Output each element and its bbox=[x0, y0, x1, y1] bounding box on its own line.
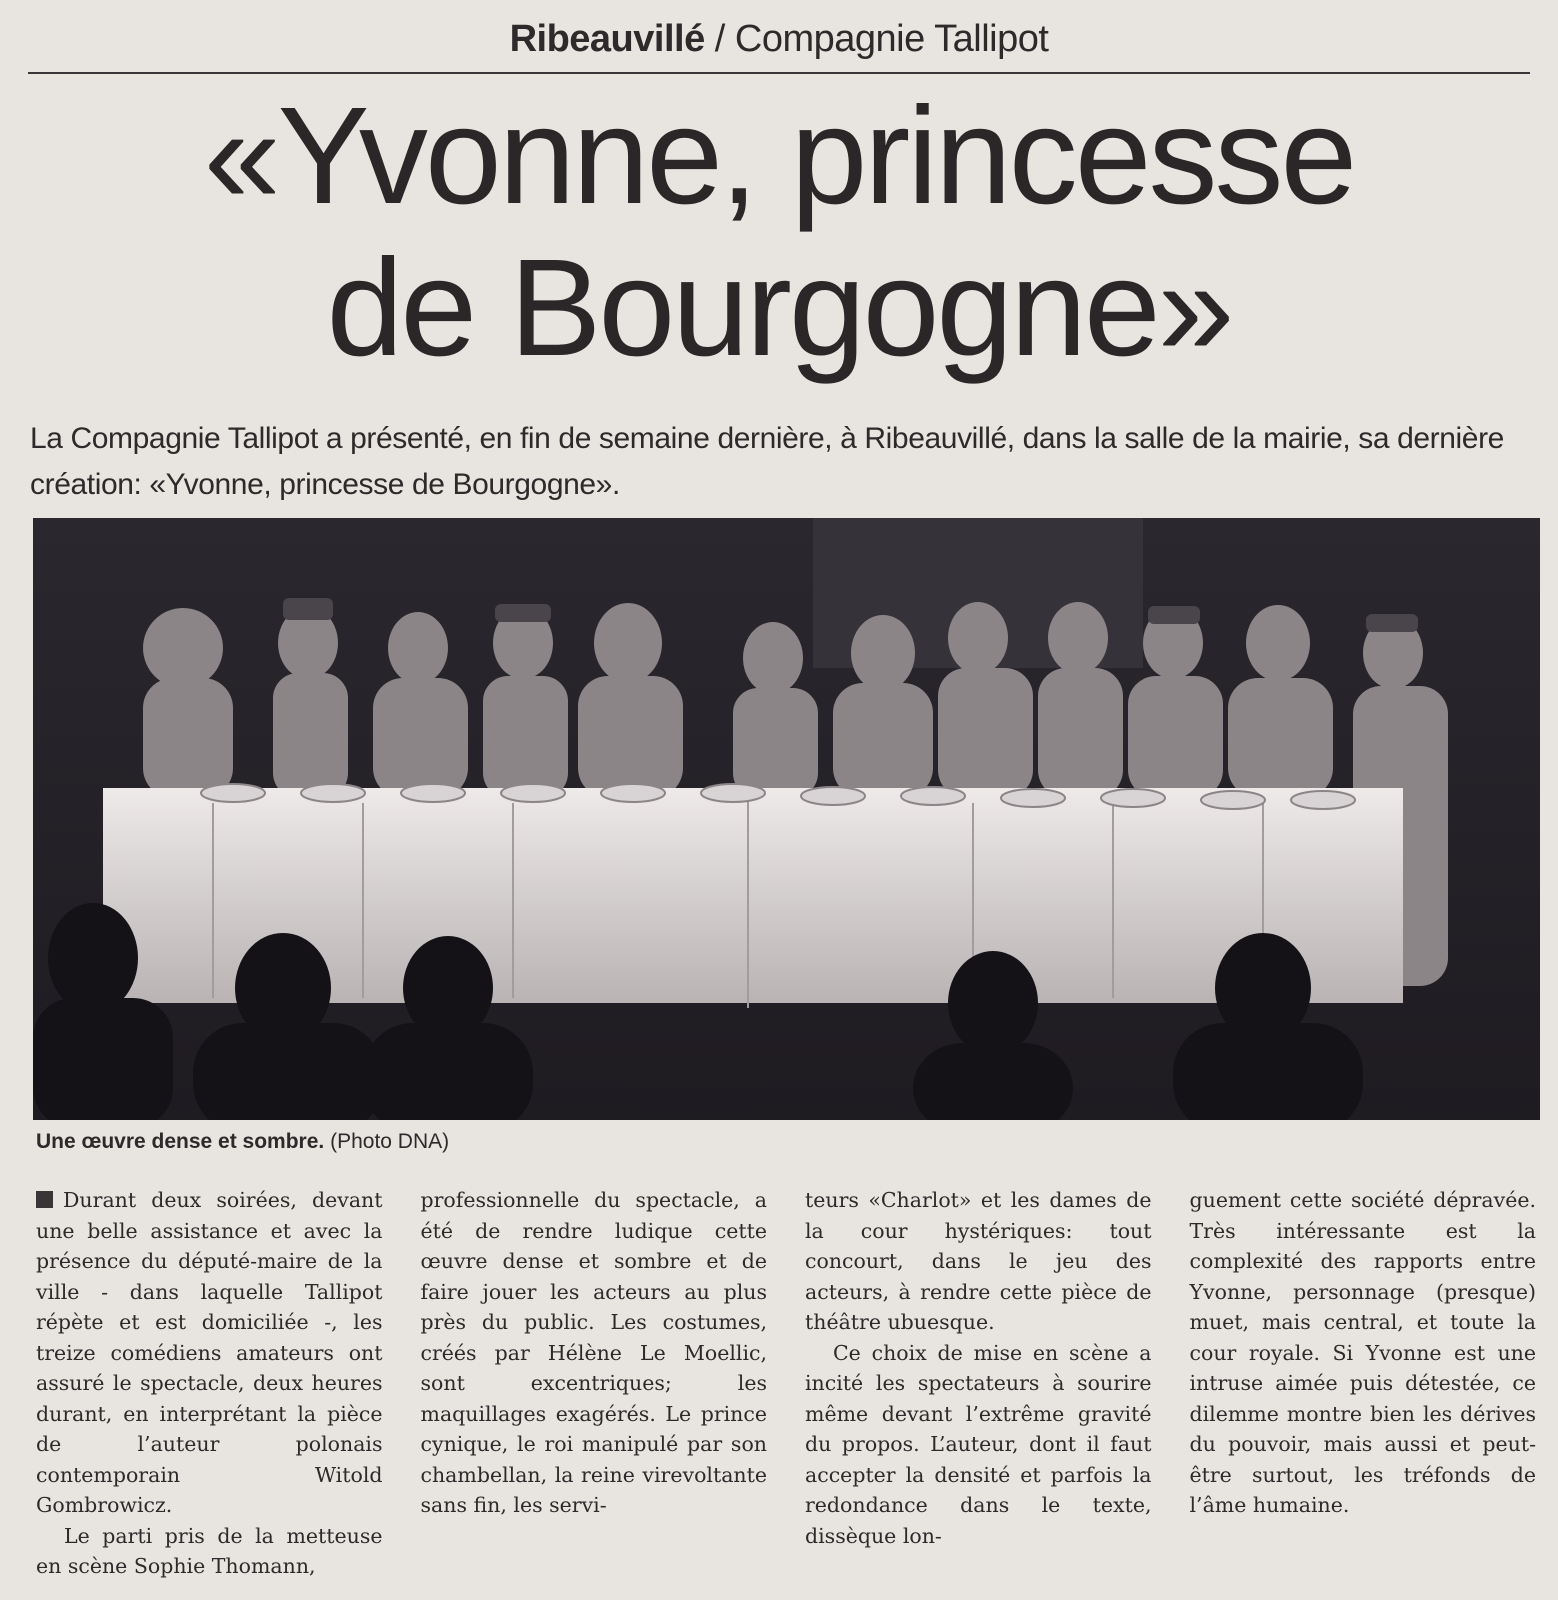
photo-caption bbox=[36, 1130, 449, 1154]
body-column-1 bbox=[36, 1185, 383, 1595]
photo-illustration bbox=[33, 518, 1540, 1120]
body-paragraph: Ce choix de mise en scène a incité les spectateurs à sourire même devant l’extrême gravité du propos. L’auteur, dont il faut accepter la densité et parfois la redondance dans le texte, dissèque lon- bbox=[805, 1340, 1152, 1548]
headline-line-1: «Yvonne, princesse bbox=[203, 79, 1355, 233]
body-column-3 bbox=[805, 1185, 1152, 1595]
headline bbox=[0, 80, 1558, 384]
body-paragraph: teurs «Charlot» et les dames de la cour hystériques: tout concourt, dans le jeu des acteurs, à rendre cette pièce de théâtre ubuesque. bbox=[805, 1188, 1152, 1334]
kicker-separator: / bbox=[704, 18, 735, 60]
paragraph-marker-icon bbox=[36, 1191, 53, 1208]
body-column-2 bbox=[421, 1185, 768, 1595]
body-paragraph: guement cette société dépravée. Très intéressante est la complexité des rapports entre Yvonne, personnage (presque) muet, mais central, et toute la cour royale. Si Yvonne est une intruse aimée puis détestée, ce dilemme montre bien les dérives du pouvoir, mais aussi et peut-être surtout, les tréfonds de l’âme humaine. bbox=[1189, 1188, 1536, 1517]
caption-text: Une œuvre dense et sombre. bbox=[36, 1130, 325, 1153]
body-paragraph: Le parti pris de la metteuse en scène Sophie Thomann, bbox=[36, 1523, 383, 1578]
standfirst: La Compagnie Tallipot a présenté, en fin de semaine dernière, à Ribeauvillé, dans la salle de la mairie, sa dernière création: «Yvonne, princesse de Bourgogne». bbox=[30, 422, 1504, 501]
body-column-4 bbox=[1190, 1185, 1537, 1595]
theatre-photo bbox=[33, 518, 1540, 1120]
body-paragraph: professionnelle du spectacle, a été de rendre ludique cette œuvre dense et sombre et de faire jouer les acteurs au plus près du public. Les costumes, créés par Hélène Le Moellic, sont excentriques; les maquillages exagérés. Le prince cynique, le roi manipulé par son chambellan, la reine virevoltante sans fin, les servi- bbox=[420, 1188, 767, 1517]
header-rule bbox=[28, 72, 1530, 74]
caption-credit: (Photo DNA) bbox=[330, 1130, 450, 1153]
body-paragraph: Durant deux soirées, devant une belle assistance et avec la présence du député-maire de la ville - dans laquelle Tallipot répète et est domiciliée -, les treize comédiens amateurs ont assuré le spectacle, deux heures durant, en interprétant la pièce de l’auteur polonais contemporain Witold Gombrowicz. bbox=[36, 1188, 383, 1517]
headline-line-2: de Bourgogne» bbox=[326, 231, 1232, 385]
kicker-place: Ribeauvillé bbox=[509, 18, 705, 60]
article-body bbox=[36, 1185, 1536, 1595]
kicker-section: Compagnie Tallipot bbox=[734, 18, 1049, 60]
section-kicker bbox=[0, 18, 1558, 61]
